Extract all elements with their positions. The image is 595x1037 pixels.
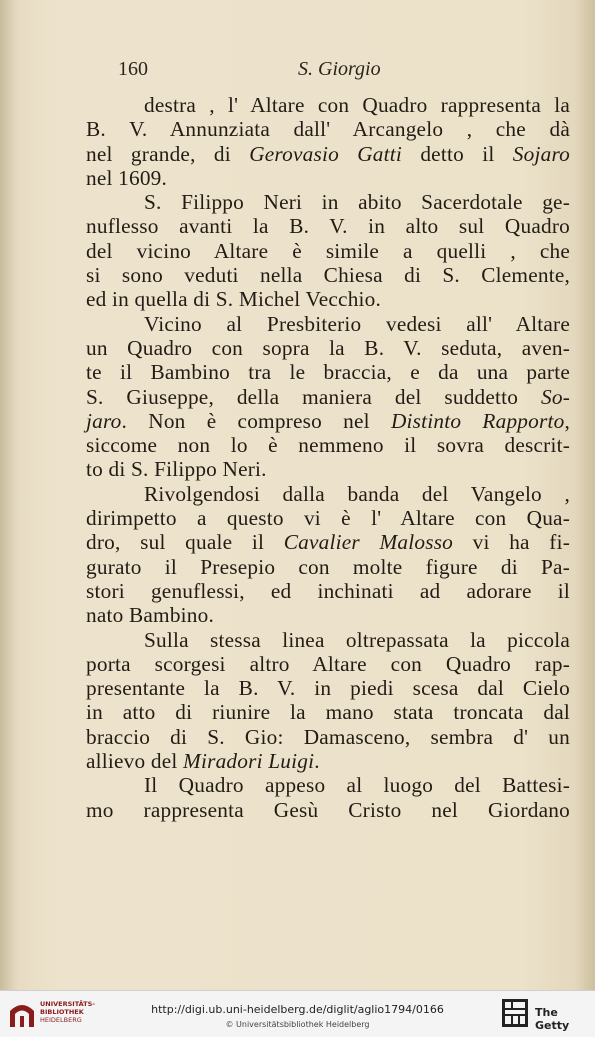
text-line <box>86 239 570 263</box>
text-run: allievo del <box>86 749 184 774</box>
text-line <box>86 725 570 749</box>
text-line <box>86 166 570 190</box>
text-run: detto il <box>402 141 513 166</box>
text-line <box>86 263 570 287</box>
text-run: nel grande, di <box>86 141 250 166</box>
text-line <box>86 117 570 141</box>
text-run: vi ha fi- <box>453 530 570 555</box>
text-line <box>86 482 570 506</box>
text-line <box>86 214 570 238</box>
copyright-notice: © Universitätsbibliothek Heidelberg <box>225 1020 370 1029</box>
text-line <box>86 652 570 676</box>
viewer-footer <box>0 990 595 1037</box>
text-line <box>86 93 570 117</box>
partner-name: The Getty <box>535 1006 570 1032</box>
text-run: nuflesso avanti la B. V. in alto sul Quadro <box>86 214 570 239</box>
text-line <box>86 336 570 360</box>
body-text <box>86 93 570 822</box>
italic-run: jaro <box>86 408 122 433</box>
getty-grid-icon <box>502 999 528 1027</box>
text-line <box>86 603 570 627</box>
text-line <box>86 700 570 724</box>
italic-run: Gerovasio Gatti <box>249 141 403 166</box>
text-run: un Quadro con sopra la B. V. seduta, aven- <box>86 335 570 360</box>
text-run: S. Giuseppe, della maniera del suddetto <box>86 384 541 409</box>
page-number: 160 <box>118 58 148 80</box>
text-run: presentante la B. V. in piedi scesa dal Cielo <box>86 676 570 701</box>
text-run: S. Filippo Neri in abito Sacerdotale ge- <box>144 190 570 215</box>
italic-run: So- <box>541 384 570 409</box>
text-run: Sulla stessa linea oltrepassata la piccola <box>144 627 570 652</box>
text-line <box>86 287 570 311</box>
text-run: nato Bambino. <box>86 603 214 628</box>
text-run: nel 1609. <box>86 165 168 190</box>
italic-run: Sojaro <box>512 141 570 166</box>
text-run: stori genuflessi, ed inchinati ad adorare il <box>86 578 570 603</box>
text-run: B. V. Annunziata dall' Arcangelo , che dà <box>86 117 570 142</box>
text-run: Il Quadro appeso al luogo del Battesi- <box>144 773 570 798</box>
text-run: ed in quella di S. Michel Vecchio. <box>86 287 382 312</box>
text-run: . <box>314 749 320 774</box>
text-line <box>86 579 570 603</box>
italic-run: Distinto Rapporto <box>390 408 565 433</box>
text-line <box>86 676 570 700</box>
text-run: braccio di S. Gio: Damasceno, sembra d' un <box>86 724 570 749</box>
text-run: dirimpetto a questo vi è l' Altare con Qua- <box>86 506 570 531</box>
text-line <box>86 385 570 409</box>
text-line <box>86 409 570 433</box>
text-run: destra , l' Altare con Quadro rappresenta la <box>144 93 570 117</box>
page-header <box>118 58 418 88</box>
text-run: . Non è compreso nel <box>121 408 391 433</box>
permalink-url[interactable]: http://digi.ub.uni-heidelberg.de/diglit/aglio1794/0166 <box>151 1003 444 1016</box>
text-line <box>86 506 570 530</box>
text-run: , <box>564 408 570 433</box>
text-run: mo rappresenta Gesù Cristo nel Giordano <box>86 797 570 822</box>
text-line <box>86 749 570 773</box>
italic-run: Cavalier Malosso <box>283 530 454 555</box>
text-line <box>86 798 570 822</box>
text-line <box>86 530 570 554</box>
text-run: dro, sul quale il <box>86 530 284 555</box>
text-run: siccome non lo è nemmeno il sovra descrit- <box>86 433 570 458</box>
text-run: to di S. Filippo Neri. <box>86 457 267 482</box>
running-title: S. Giorgio <box>298 58 381 80</box>
text-run: Rivolgendosi dalla banda del Vangelo , <box>144 481 570 506</box>
text-run: te il Bambino tra le braccia, e da una parte <box>86 360 570 385</box>
library-name: UNIVERSITÄTS- BIBLIOTHEK HEIDELBERG <box>40 1000 95 1024</box>
italic-run: Miradori Luigi <box>183 749 315 774</box>
text-line <box>86 555 570 579</box>
text-line <box>86 628 570 652</box>
text-run: del vicino Altare è simile a quelli , che <box>86 238 570 263</box>
text-line <box>86 142 570 166</box>
text-run: in atto di riunire la mano stata troncata dal <box>86 700 570 725</box>
text-line <box>86 433 570 457</box>
text-line <box>86 360 570 384</box>
text-line <box>86 773 570 797</box>
text-line <box>86 457 570 481</box>
text-line <box>86 312 570 336</box>
text-run: gurato il Presepio con molte figure di Pa- <box>86 554 570 579</box>
text-run: si sono veduti nella Chiesa di S. Clemente, <box>86 263 570 288</box>
text-line <box>86 190 570 214</box>
text-run: porta scorgesi altro Altare con Quadro rap- <box>86 651 570 676</box>
text-run: Vicino al Presbiterio vedesi all' Altare <box>144 311 570 336</box>
